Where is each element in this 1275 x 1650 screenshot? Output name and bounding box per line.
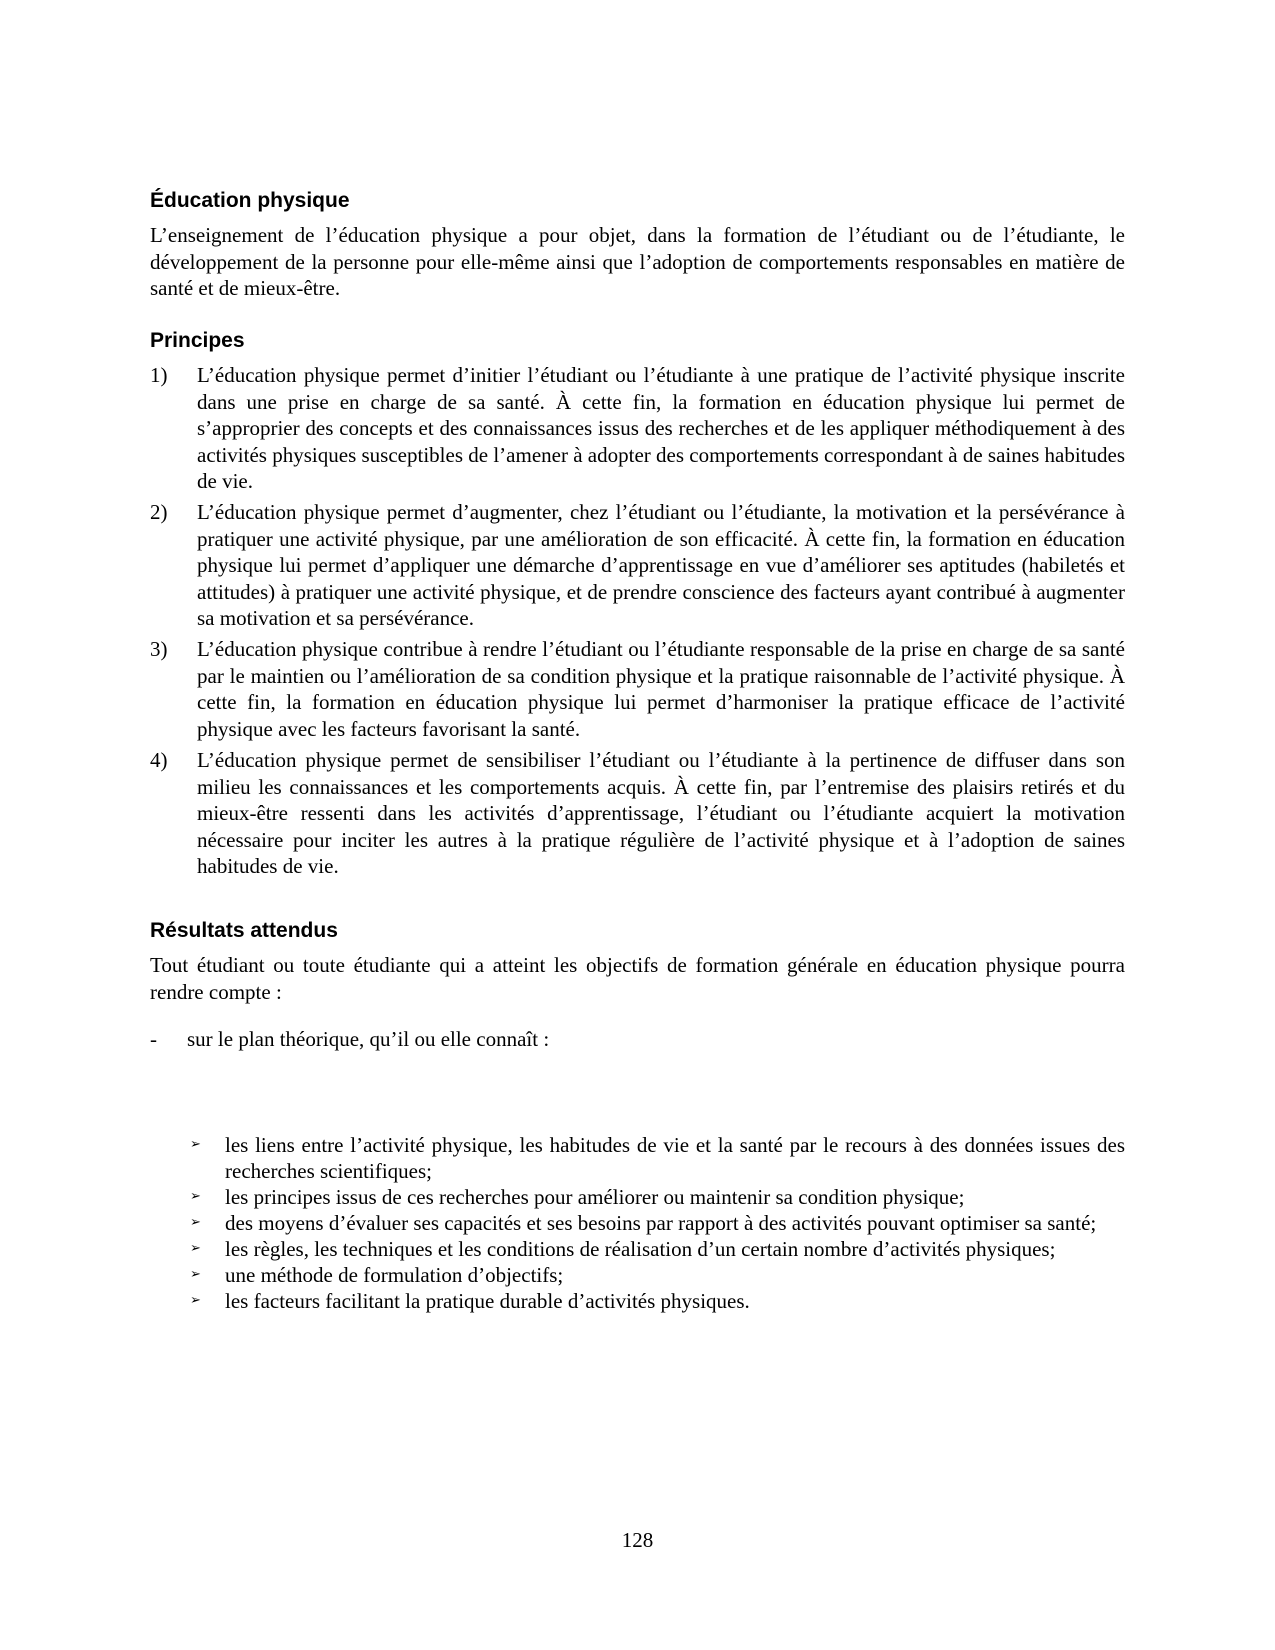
bullet-item [190,1132,1125,1184]
arrow-bullet-icon: ➢ [190,1267,201,1282]
arrow-bullet-icon: ➢ [190,1189,201,1204]
dash-marker: - [150,1027,157,1051]
bullet-item [190,1210,1125,1236]
page-number: 128 [621,1528,654,1552]
bullet-text: les règles, les techniques et les conditions de réalisation d’un certain nombre d’activités physiques; [225,1237,1056,1261]
document-page [150,0,1125,1650]
arrow-bullet-icon: ➢ [190,1137,201,1152]
principle-number: 3) [150,637,168,661]
bullet-item [190,1288,1125,1314]
theory-intro-text: sur le plan théorique, qu’il ou elle connaît : [187,1027,550,1051]
bullet-text: les facteurs facilitant la pratique durable d’activités physiques. [225,1289,750,1313]
principle-number: 4) [150,748,168,772]
principle-item-3 [150,636,1125,742]
principle-text: L’éducation physique contribue à rendre l’étudiant ou l’étudiante responsable de la prise en charge de sa santé par le maintien ou l’amélioration de sa condition physique et la pratique raisonnable de l’activité physique. À cette fin, la formation en éducation physique lui permet d’harmoniser la pratique efficace de l’activité physique avec les facteurs favorisant la santé. [197,637,1125,741]
resultats-intro-paragraph: Tout étudiant ou toute étudiante qui a atteint les objectifs de formation générale en éducation physique pourra rendre compte : [150,953,1125,1004]
principle-number: 2) [150,500,168,524]
principle-text: L’éducation physique permet d’augmenter, chez l’étudiant ou l’étudiante, la motivation et la persévérance à pratiquer une activité physique, par une amélioration de son efficacité. À cette fin, la formation en éducation physique lui permet d’appliquer une démarche d’apprentissage en vue d’améliorer ses aptitudes (habiletés et attitudes) à pratiquer une activité physique, et de prendre conscience des facteurs ayant contribué à augmenter sa motivation et sa persévérance. [197,500,1125,630]
arrow-bullet-icon: ➢ [190,1241,201,1256]
theory-dash-item [150,1026,1125,1053]
arrow-bullet-icon: ➢ [190,1215,201,1230]
bullet-item [190,1262,1125,1288]
section-heading-resultats: Résultats attendus [150,919,338,942]
principle-item-4 [150,747,1125,880]
section-heading-principes: Principes [150,329,245,352]
education-intro-paragraph: L’enseignement de l’éducation physique a pour objet, dans la formation de l’étudiant ou de l’étudiante, le développement de la personne pour elle-même ainsi que l’adoption de comportements responsables en matière de santé et de mieux-être. [150,223,1125,300]
arrow-bullet-icon: ➢ [190,1293,201,1308]
principle-item-2 [150,499,1125,632]
bullet-text: une méthode de formulation d’objectifs; [225,1263,564,1287]
section-heading-education: Éducation physique [150,189,350,212]
principle-number: 1) [150,363,168,387]
bullet-text: les principes issus de ces recherches pour améliorer ou maintenir sa condition physique; [225,1185,965,1209]
bullet-item [190,1184,1125,1210]
principle-item-1 [150,362,1125,495]
bullet-text: les liens entre l’activité physique, les habitudes de vie et la santé par le recours à des données issues des recherches scientifiques; [225,1133,1125,1183]
bullet-item [190,1236,1125,1262]
knowledge-bullet-list [190,1132,1125,1314]
bullet-text: des moyens d’évaluer ses capacités et ses besoins par rapport à des activités pouvant optimiser sa santé; [225,1211,1097,1235]
principle-text: L’éducation physique permet d’initier l’étudiant ou l’étudiante à une pratique de l’activité physique inscrite dans une prise en charge de sa santé. À cette fin, la formation en éducation physique lui permet de s’approprier des concepts et des connaissances issus des recherches et de les appliquer méthodiquement à des activités physiques susceptibles de l’amener à adopter des comportements correspondant à de saines habitudes de vie. [197,363,1125,493]
principle-text: L’éducation physique permet de sensibiliser l’étudiant ou l’étudiante à la pertinence de diffuser dans son milieu les connaissances et les comportements acquis. À cette fin, par l’entremise des plaisirs retirés et du mieux-être ressenti dans les activités d’apprentissage, l’étudiant ou l’étudiante acquiert la motivation nécessaire pour inciter les autres à la pratique régulière de l’activité physique et à l’adoption de saines habitudes de vie. [197,748,1125,878]
